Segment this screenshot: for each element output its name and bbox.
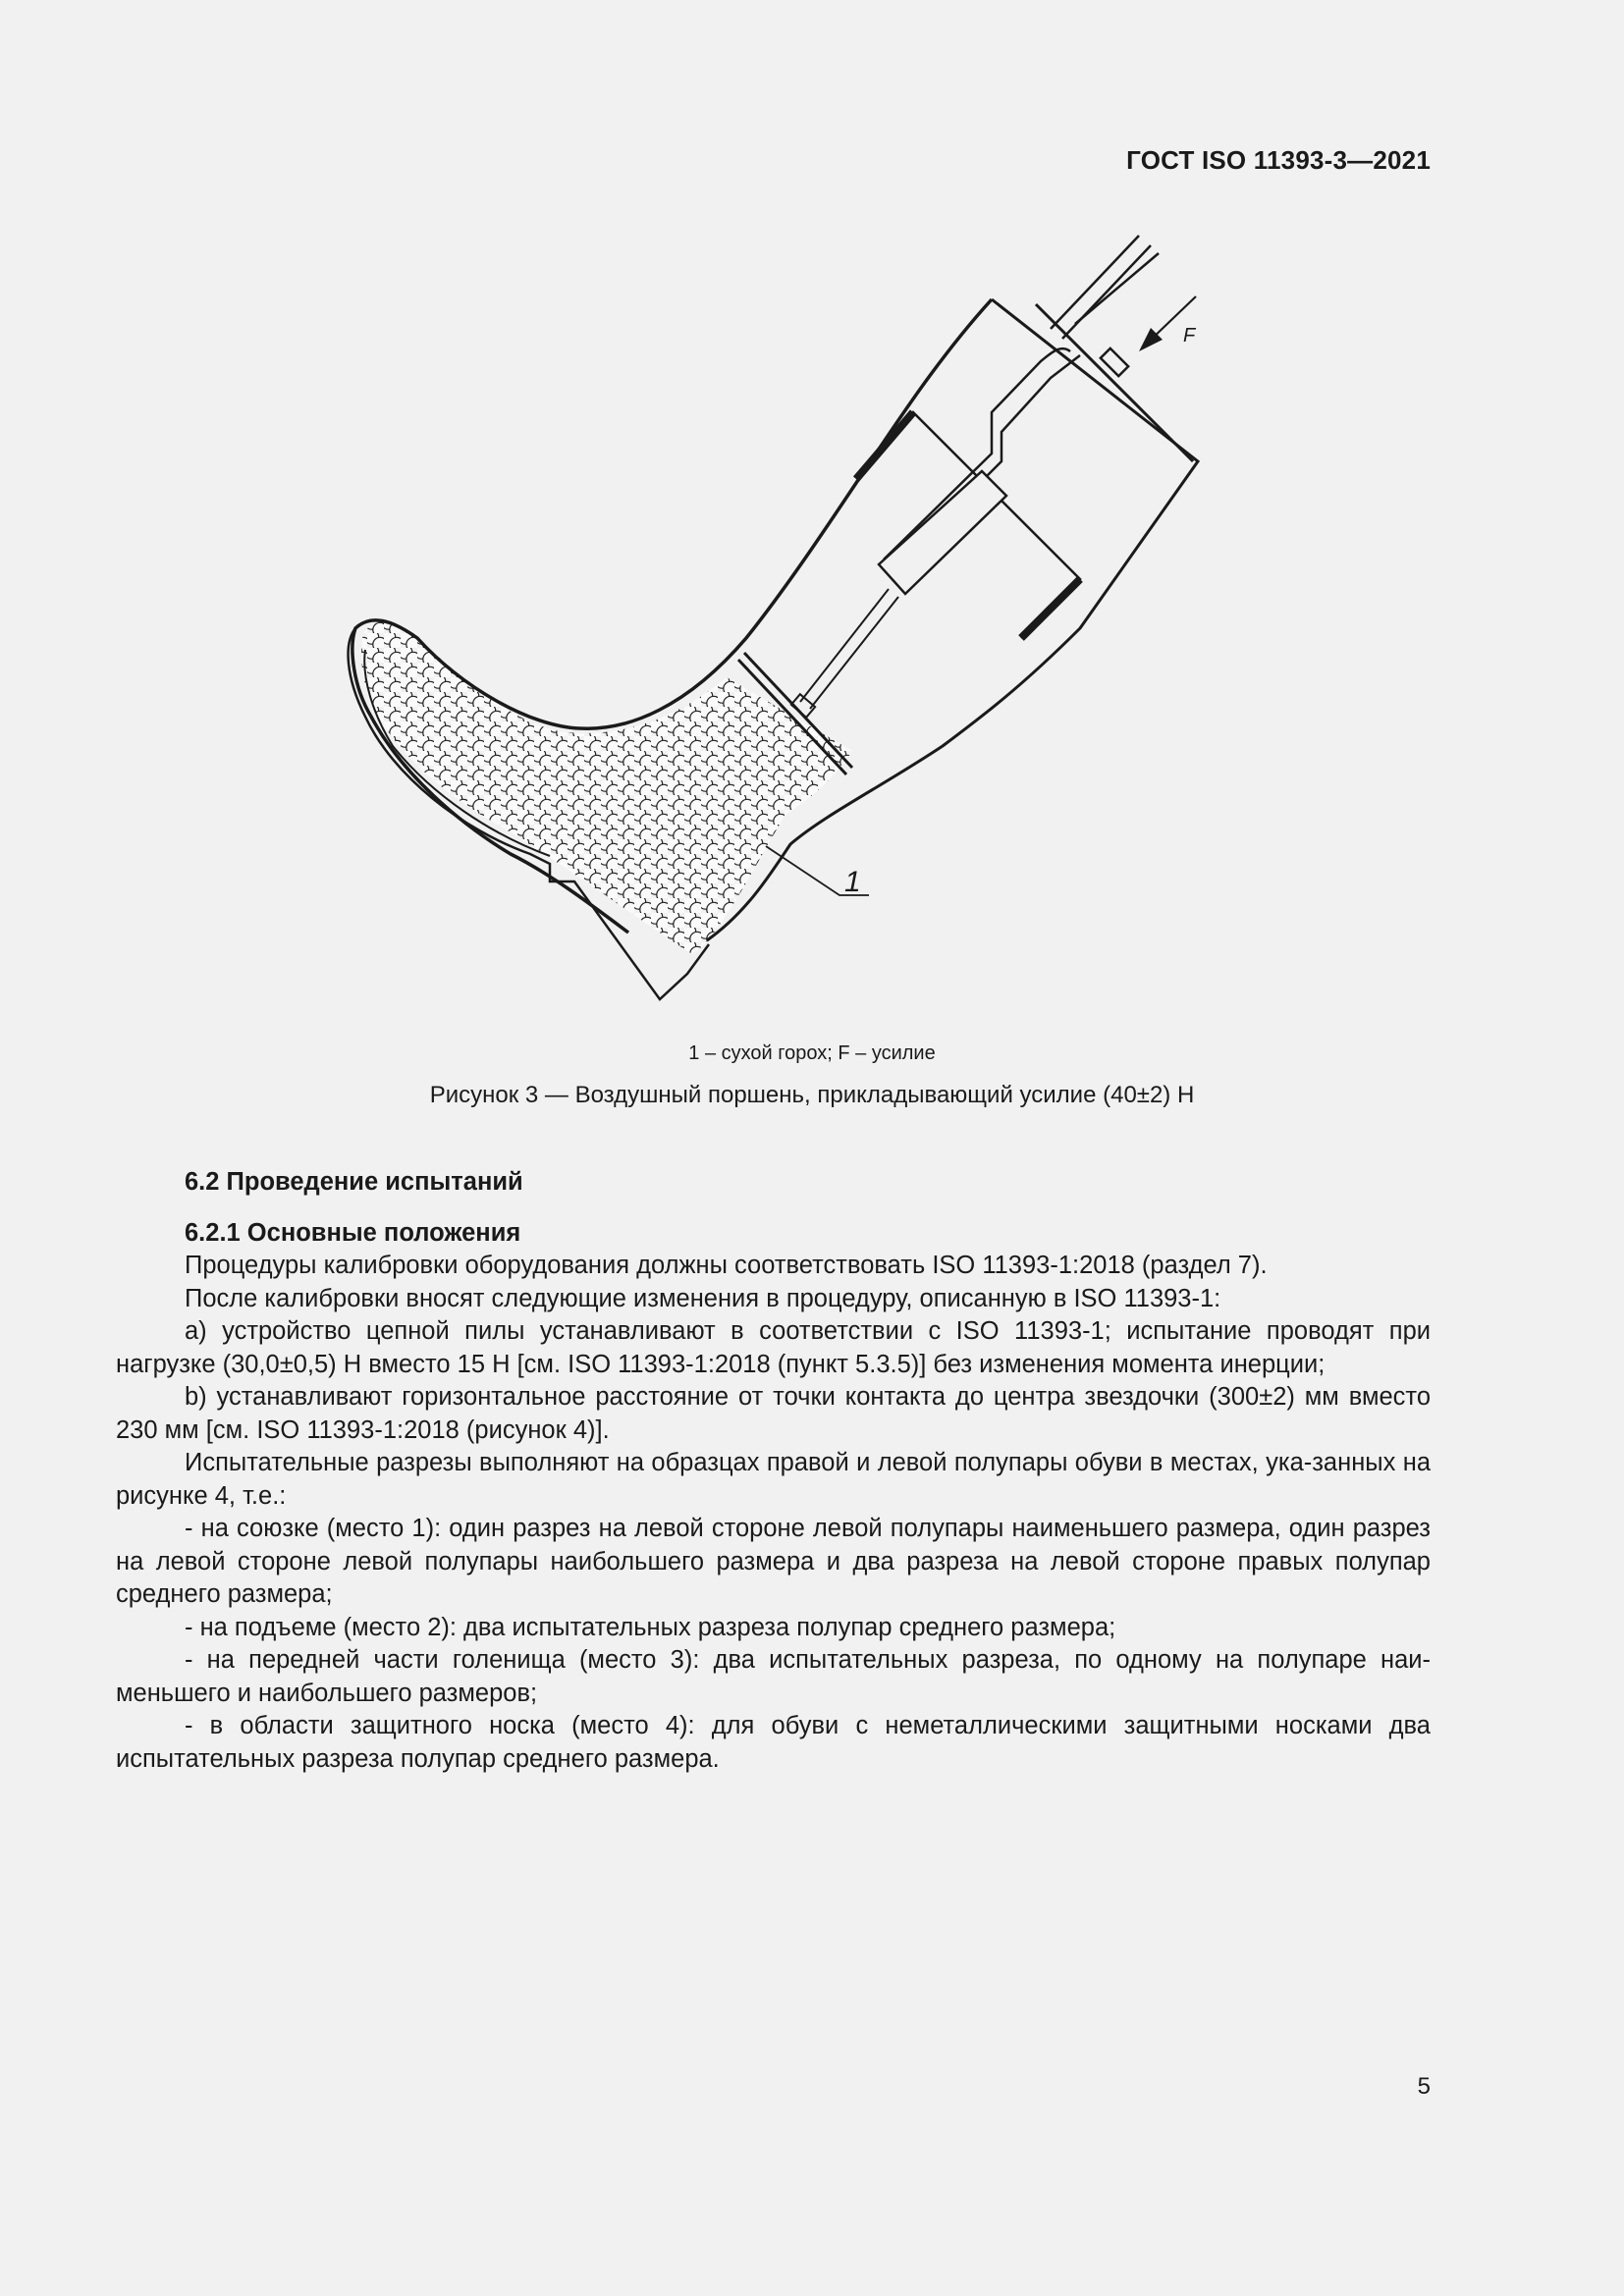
paragraph: a) устройство цепной пилы устанавливают в соответствии с ISO 11393-1; испытание проводят при нагрузке (30,0±0,5) Н вместо 15 Н [см. ISO 11393-1:2018 (пункт 5.3.5)] без изменения момента инерции; <box>116 1317 1431 1378</box>
document-header: ГОСТ ISO 11393-3—2021 <box>1126 145 1431 175</box>
boot-shaft-outline <box>707 299 1198 940</box>
dry-peas-fill <box>324 589 913 982</box>
page-number: 5 <box>1417 2073 1431 2100</box>
piston-body <box>879 471 1006 594</box>
subsection-heading: 6.2.1 Основные положения <box>185 1218 521 1247</box>
paragraph: После калибровки вносят следующие изменения в процедуру, описанную в ISO 11393-1: <box>185 1284 1221 1312</box>
figure-caption: Рисунок 3 — Воздушный поршень, прикладывающий усилие (40±2) Н <box>429 1082 1195 1108</box>
piston-rod-2 <box>810 597 898 709</box>
paragraph: Испытательные разрезы выполняют на образцах правой и левой полупары обуви в местах, ука-занных на рисунке 4, т.е.: <box>116 1449 1431 1510</box>
hose-path <box>884 348 1070 560</box>
boot-drawing <box>324 221 1208 1016</box>
top-plate <box>1036 304 1193 461</box>
air-pipe-2 <box>1062 245 1151 339</box>
list-item: - в области защитного носка (место 4): для обуви с неметаллическими защитными носками два испытательных разреза полупар среднего размера. <box>116 1712 1431 1773</box>
figure-legend: 1 – сухой горох; F – усилие <box>688 1042 936 1064</box>
force-label: F <box>1183 325 1196 347</box>
section-heading: 6.2 Проведение испытаний <box>185 1168 523 1196</box>
list-item: - на союзке (место 1): один разрез на левой стороне левой полупары наименьшего размера, один разрез на левой стороне левой полупары наибольшего размера и два разреза на левой стороне правых полупар среднего размера; <box>116 1515 1431 1608</box>
paragraph: b) устанавливают горизонтальное расстояние от точки контакта до центра звездочки (300±2) мм вместо 230 мм [см. ISO 11393-1:2018 (рисунок 4)]. <box>116 1383 1431 1444</box>
piston-rod-1 <box>800 589 889 702</box>
list-item: - на подъеме (место 2): два испытательных разреза полупар среднего размера; <box>185 1613 1116 1641</box>
list-item: - на передней части голенища (место 3): два испытательных разреза, по одному на полупаре наи-меньшего и наибольшего размеров; <box>116 1646 1431 1707</box>
figure-boot-piston <box>324 221 1208 1016</box>
section-body <box>116 1166 1431 1776</box>
callout-label-1: 1 <box>844 866 861 898</box>
paragraph: Процедуры калибровки оборудования должны соответствовать ISO 11393-1:2018 (раздел 7). <box>185 1252 1268 1279</box>
